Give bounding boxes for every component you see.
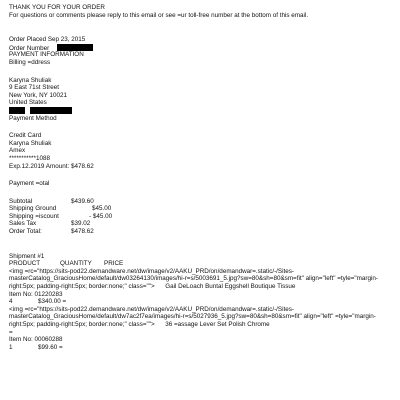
- item-qty-price: [9, 344, 393, 352]
- billing-address-label: Billing =ddress: [9, 58, 51, 66]
- item-separator: =: [9, 328, 13, 336]
- item-qty: 1: [9, 343, 13, 351]
- item-1-block: [9, 268, 393, 291]
- item-qty-price: [9, 298, 393, 306]
- item-product-name: 36 =assage Lever Set Polish Chrome: [165, 321, 270, 328]
- item-qty: 4: [9, 298, 13, 306]
- order-number-line: [9, 44, 393, 52]
- order-placed: Order Placed Sep 23, 2015: [9, 36, 86, 44]
- payment-information-heading: PAYMENT INFORMATION: [9, 51, 84, 59]
- card-type: Credit Card: [9, 132, 42, 140]
- totals-table: [9, 198, 393, 236]
- billing-street: 9 East 71st Street: [9, 84, 60, 92]
- totals-row: [9, 213, 393, 221]
- payment-total-label: Payment =otal: [9, 180, 50, 188]
- item-price: $340.00 =: [38, 298, 67, 306]
- email-document: [9, 4, 393, 351]
- totals-value: $39.02: [71, 220, 91, 228]
- card-number: ***********1088: [9, 154, 50, 162]
- thank-you-heading: THANK YOU FOR YOUR ORDER: [9, 4, 105, 11]
- billing-redaction-b: [30, 107, 72, 114]
- col-product: PRODUCT: [9, 260, 41, 268]
- item-product-name: Gail DeLoach Buntal Eggshell Boutique Tissue: [165, 283, 296, 291]
- item-number: Item No: 00060288: [9, 336, 63, 344]
- totals-row: [9, 205, 393, 213]
- col-price: PRICE: [104, 260, 124, 268]
- totals-value: $478.62: [71, 228, 94, 236]
- item-price: $99.60 =: [38, 343, 63, 351]
- totals-row: [9, 198, 393, 206]
- card-exp-amount: Exp.12.2019 Amount: $478.62: [9, 162, 94, 170]
- item-image-markup: <img =rc="https://sits-pod22.demandware.net/dw/image/v2/AAKU_PRD/on/demandwar=.static/-/Sites-masterCatalog_GraciousHome/default/dw03264130/images/hi-r=s/5003691_5.jpg?sw=80&sh=80&sm=fit" align="left" =tyle="margin-right:5px; padding-right:5px; border:none;" class="">: [9, 267, 378, 291]
- totals-row: [9, 228, 393, 236]
- totals-label: Shipping Ground: [9, 205, 57, 213]
- billing-redaction-a: [9, 107, 25, 114]
- item-number: Item No: 01220283: [9, 290, 63, 298]
- product-table-header: [9, 260, 393, 268]
- order-number-label: Order Number: [9, 44, 50, 52]
- totals-value: $45.00: [92, 205, 112, 213]
- totals-row: [9, 220, 393, 228]
- totals-label: Sales Tax: [9, 220, 37, 228]
- col-quantity: QUANTITY: [60, 260, 92, 268]
- contact-note: For questions or comments please reply to this email or see =ur toll-free number at the bottom of this email.: [9, 11, 309, 19]
- card-name: Karyna Shuliak: [9, 139, 52, 147]
- billing-redaction-line: [9, 107, 393, 115]
- totals-value: $439.60: [71, 197, 94, 205]
- billing-city: New York, NY 10021: [9, 91, 67, 99]
- totals-label: Subtotal: [9, 197, 33, 205]
- order-number-redaction: [57, 44, 93, 51]
- totals-value: - $45.00: [89, 212, 113, 220]
- item-2-block: [9, 306, 393, 329]
- payment-method-label: Payment Method: [9, 114, 57, 122]
- billing-country: United States: [9, 99, 47, 107]
- item-image-markup: <img =rc="https://sits-pod22.demandware.net/dw/image/v2/AAKU_PRD/on/demandwar=.static/-/Sites-masterCatalog_GraciousHome/default/dw7ac2f7ea/images/hi-r=s/5027936_5.jpg?sw=80&sh=80&sm=fit" align="left" =tyle="margin-right:5px; padding-right:5px; border:none;" class="">: [9, 305, 376, 328]
- totals-label: Order Total:: [9, 228, 42, 236]
- billing-name: Karyna Shuliak: [9, 76, 52, 84]
- totals-label: Shipping =iscount: [9, 212, 59, 220]
- shipment-title: Shipment #1: [9, 252, 45, 260]
- card-brand: Amex: [9, 147, 26, 155]
